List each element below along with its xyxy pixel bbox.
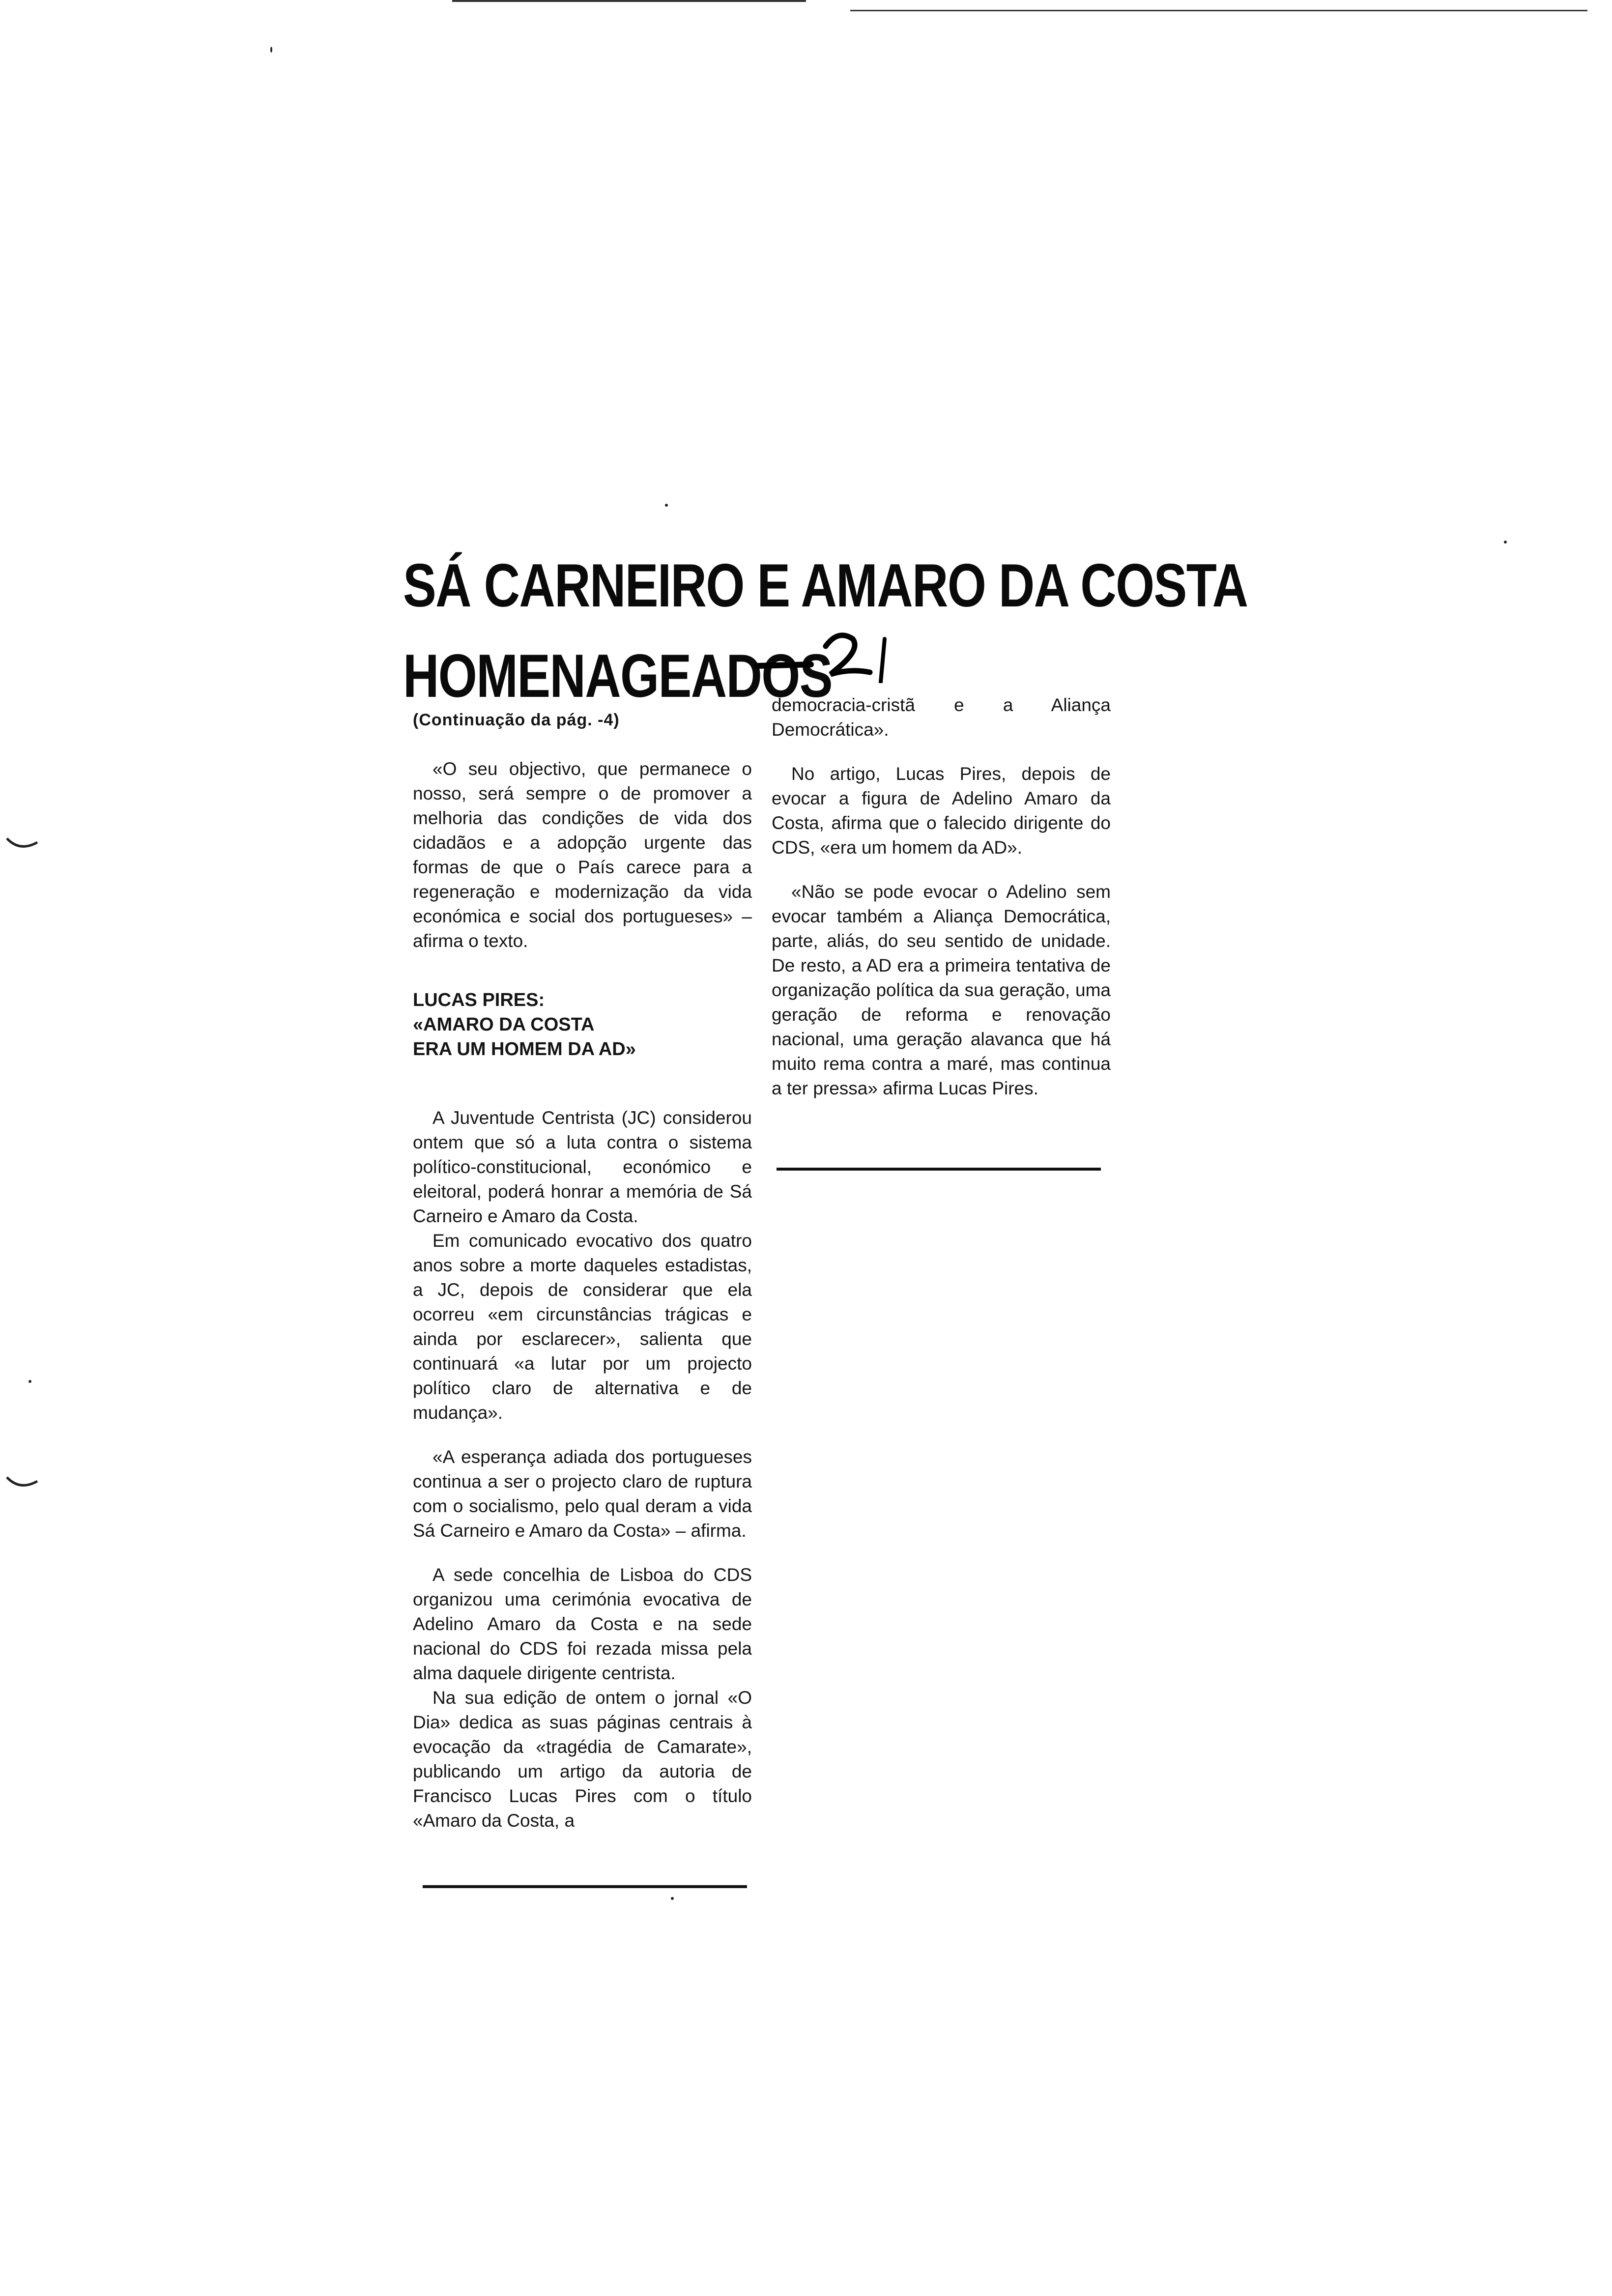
right-column xyxy=(772,693,1111,1120)
subheading xyxy=(413,988,752,1062)
paper-speck xyxy=(270,47,272,53)
continuation-note: (Continuação da pág. -4) xyxy=(413,711,620,729)
paper-speck xyxy=(665,504,668,507)
subheading-line: ERA UM HOMEM DA AD» xyxy=(413,1039,636,1060)
paragraph: Na sua edição de ontem o jornal «O Dia» dedica as suas páginas centrais à evocação da «tragédia de Camarate», publicando um artigo da autoria de Francisco Lucas Pires com o título «Amaro da Costa, a xyxy=(413,1688,752,1831)
subheading-line: LUCAS PIRES: xyxy=(413,990,545,1010)
column-end-rule-right xyxy=(777,1168,1101,1171)
paragraph: «Não se pode evocar o Adelino sem evocar também a Aliança Democrática, parte, aliás, do seu sentido de unidade. De resto, a AD era a primeira tentativa de organização política da sua geração, uma geração de reforma e renovação nacional, uma geração alavanca que há muito rema contra a maré, mas continua a ter pressa» afirma Lucas Pires. xyxy=(772,882,1111,1098)
scan-edge-line-right xyxy=(850,10,1587,11)
paragraph: «O seu objectivo, que permanece o nosso, será sempre o de promover a melhoria das condições de vida dos cidadãos e a adopção urgente das formas de que o País carece para a regeneração e modernização da vida económica e social dos portugueses» – afirma o texto. xyxy=(413,759,752,951)
scan-edge-line-left xyxy=(452,0,806,2)
paper-speck xyxy=(1504,541,1507,544)
subheading-line: «AMARO DA COSTA xyxy=(413,1014,595,1035)
paragraph: «A esperança adiada dos portugueses continua a ser o projecto claro de ruptura com o socialismo, pelo qual deram a vida Sá Carneiro e Amaro da Costa» – afirma. xyxy=(413,1447,752,1541)
column-end-rule-left xyxy=(423,1885,747,1888)
paragraph: A Juventude Centrista (JC) considerou ontem que só a luta contra o sistema político-constitucional, económico e eleitoral, poderá honrar a memória de Sá Carneiro e Amaro da Costa. xyxy=(413,1108,752,1226)
handwritten-page-number xyxy=(752,619,929,683)
headline-line-1: SÁ CARNEIRO E AMARO DA COSTA xyxy=(403,552,1248,620)
paper-speck xyxy=(29,1380,31,1383)
left-column xyxy=(413,708,752,1853)
paragraph: democracia-cristã e a Aliança Democrática». xyxy=(772,695,1111,740)
paragraph: A sede concelhia de Lisboa do CDS organizou uma cerimónia evocativa de Adelino Amaro da Costa e na sede nacional do CDS foi rezada missa pela alma daquele dirigente centrista. xyxy=(413,1565,752,1683)
binder-hole-mark-lower xyxy=(5,1474,39,1494)
newspaper-clipping xyxy=(398,531,1248,1946)
paragraph: Em comunicado evocativo dos quatro anos sobre a morte daqueles estadistas, a JC, depois de considerar que ela ocorreu «em circunstâncias trágicas e ainda por esclarecer», salienta que continuará «a lutar por um projecto político claro de alternativa e de mudança». xyxy=(413,1231,752,1423)
headline-line-2: HOMENAGEADOS xyxy=(403,642,832,710)
binder-hole-mark-upper xyxy=(5,835,39,855)
paragraph: No artigo, Lucas Pires, depois de evocar a figura de Adelino Amaro da Costa, afirma que o falecido dirigente do CDS, «era um homem da AD». xyxy=(772,764,1111,858)
